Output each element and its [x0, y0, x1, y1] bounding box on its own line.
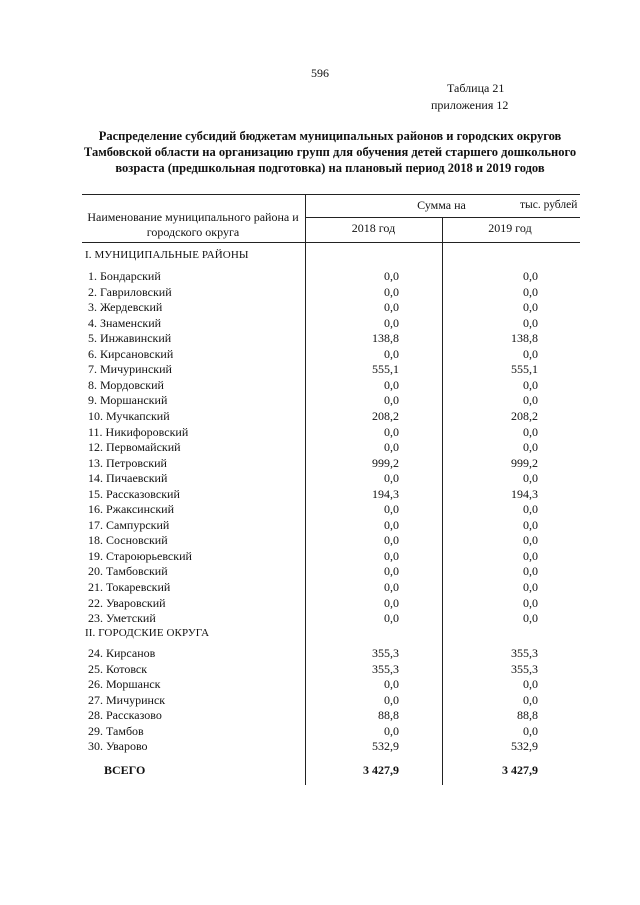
row-value-2019: 0,0 [523, 377, 538, 392]
page-number: 596 [311, 66, 329, 80]
row-name: 20. Тамбовский [88, 564, 168, 579]
row-name: 8. Мордовский [88, 377, 164, 392]
row-value-2019: 0,0 [523, 533, 538, 548]
table-row [0, 693, 640, 709]
row-value-2019: 0,0 [523, 269, 538, 283]
row-value-2019: 0,0 [523, 548, 538, 563]
row-value-2019: 138,8 [511, 331, 538, 346]
row-value-2018: 0,0 [384, 377, 399, 392]
total-value-2019: 3 427,9 [502, 763, 538, 777]
row-name: 28. Рассказово [88, 708, 162, 723]
table-row [0, 533, 640, 549]
row-value-2019: 0,0 [523, 517, 538, 532]
table-row [0, 564, 640, 580]
column-header-2019: 2019 год [488, 221, 532, 235]
row-value-2019: 555,1 [511, 362, 538, 377]
row-value-2018: 0,0 [384, 517, 399, 532]
row-name: 24. Кирсанов [88, 646, 156, 660]
row-name: 19. Староюрьевский [88, 548, 192, 563]
row-value-2019: 0,0 [523, 440, 538, 455]
row-value-2018: 0,0 [384, 284, 399, 299]
row-value-2018: 0,0 [384, 595, 399, 610]
table-row [0, 456, 640, 472]
row-value-2019: 0,0 [523, 346, 538, 361]
row-value-2019: 0,0 [523, 393, 538, 408]
row-value-2018: 0,0 [384, 269, 399, 283]
row-value-2019: 0,0 [523, 692, 538, 707]
table-row [0, 502, 640, 518]
row-value-2019: 0,0 [523, 677, 538, 692]
row-value-2019: 0,0 [523, 611, 538, 626]
row-value-2019: 0,0 [523, 315, 538, 330]
table-number: Таблица 21 [447, 81, 505, 95]
row-name: 12. Первомайский [88, 440, 181, 455]
row-value-2019: 0,0 [523, 723, 538, 738]
section-heading-districts: I. МУНИЦИПАЛЬНЫЕ РАЙОНЫ [85, 249, 249, 261]
row-value-2019: 0,0 [523, 580, 538, 594]
table-row [0, 393, 640, 409]
row-value-2018: 0,0 [384, 440, 399, 455]
row-value-2018: 555,1 [372, 362, 399, 377]
table-row [0, 611, 640, 627]
column-header-name: Наименование муниципального района и городского округа [87, 210, 299, 239]
title-line-3: возраста (предшкольная подготовка) на плановый период 2018 и 2019 годов [115, 161, 545, 175]
row-value-2018: 0,0 [384, 677, 399, 692]
row-value-2018: 0,0 [384, 424, 399, 439]
row-name: 14. Пичаевский [88, 471, 168, 486]
row-name: 27. Мичуринск [88, 692, 166, 707]
row-name: 5. Инжавинский [88, 331, 172, 346]
row-name: 9. Моршанский [88, 393, 168, 408]
row-value-2019: 194,3 [511, 486, 538, 501]
row-value-2018: 0,0 [384, 580, 399, 594]
row-name: 26. Моршанск [88, 677, 161, 692]
row-value-2018: 999,2 [372, 455, 399, 470]
row-value-2018: 0,0 [384, 393, 399, 408]
row-value-2019: 88,8 [517, 708, 538, 723]
row-value-2018: 532,9 [372, 739, 399, 754]
table-row [0, 708, 640, 724]
row-value-2018: 0,0 [384, 564, 399, 579]
table-row [0, 285, 640, 301]
row-value-2019: 0,0 [523, 424, 538, 439]
row-name: 4. Знаменский [88, 315, 162, 330]
row-value-2018: 138,8 [372, 331, 399, 346]
title-line-2: Тамбовской области на организацию групп для обучения детей старшего дошкольного [83, 145, 577, 159]
table-row [0, 518, 640, 534]
row-name: 3. Жердевский [88, 300, 163, 315]
table-row [0, 549, 640, 565]
row-name: 30. Уварово [88, 739, 148, 754]
row-value-2018: 0,0 [384, 471, 399, 486]
row-value-2019: 0,0 [523, 502, 538, 517]
units-label: тыс. рублей [520, 199, 578, 211]
section-heading-cities: II. ГОРОДСКИЕ ОКРУГА [85, 627, 210, 639]
table-row [0, 316, 640, 332]
table-row [0, 347, 640, 363]
column-header-2018: 2018 год [351, 221, 396, 235]
table-row [0, 362, 640, 378]
table-row [0, 269, 640, 285]
row-name: 16. Ржаксинский [88, 502, 174, 517]
row-name: 17. Сампурский [88, 517, 170, 532]
column-header-sum: Сумма на [417, 198, 466, 212]
row-value-2018: 355,3 [372, 661, 399, 676]
row-name: 21. Токаревский [88, 580, 171, 594]
title-line-1: Распределение субсидий бюджетам муниципальных районов и городских округов [98, 129, 562, 143]
row-value-2018: 355,3 [372, 646, 399, 660]
row-value-2019: 999,2 [511, 455, 538, 470]
row-name: 10. Мучкапский [88, 408, 170, 423]
row-value-2018: 0,0 [384, 502, 399, 517]
table-row [0, 409, 640, 425]
table-row [0, 662, 640, 678]
row-name: 15. Рассказовский [88, 486, 180, 501]
total-label: ВСЕГО [104, 763, 146, 777]
row-name: 25. Котовск [88, 661, 148, 676]
table-row [0, 677, 640, 693]
row-value-2018: 88,8 [378, 708, 399, 723]
total-value-2018: 3 427,9 [363, 763, 399, 777]
row-name: 7. Мичуринский [88, 362, 172, 377]
row-name: 11. Никифоровский [88, 424, 189, 439]
table-row [0, 596, 640, 612]
row-value-2018: 208,2 [372, 408, 399, 423]
row-name: 6. Кирсановский [88, 346, 174, 361]
table-row [0, 300, 640, 316]
row-name: 2. Гавриловский [88, 284, 172, 299]
row-name: 1. Бондарский [88, 269, 161, 283]
table-row [0, 646, 640, 662]
row-value-2018: 194,3 [372, 486, 399, 501]
row-value-2019: 0,0 [523, 300, 538, 315]
table-row [0, 471, 640, 487]
row-value-2018: 0,0 [384, 315, 399, 330]
row-value-2018: 0,0 [384, 300, 399, 315]
table-row [0, 580, 640, 596]
row-value-2019: 532,9 [511, 739, 538, 754]
appendix-reference: приложения 12 [431, 98, 509, 112]
row-value-2019: 0,0 [523, 471, 538, 486]
table-row [0, 739, 640, 755]
row-name: 23. Уметский [88, 611, 156, 626]
row-name: 18. Сосновский [88, 533, 168, 548]
table-row [0, 724, 640, 740]
table-row [0, 331, 640, 347]
table-row [0, 378, 640, 394]
table-row [0, 425, 640, 441]
row-value-2018: 0,0 [384, 533, 399, 548]
row-value-2018: 0,0 [384, 723, 399, 738]
row-name: 22. Уваровский [88, 595, 166, 610]
row-value-2018: 0,0 [384, 611, 399, 626]
row-value-2018: 0,0 [384, 346, 399, 361]
row-value-2019: 355,3 [511, 661, 538, 676]
row-name: 13. Петровский [88, 455, 167, 470]
table-row [0, 487, 640, 503]
row-value-2019: 0,0 [523, 284, 538, 299]
table-row [0, 440, 640, 456]
row-value-2019: 208,2 [511, 408, 538, 423]
row-value-2018: 0,0 [384, 692, 399, 707]
row-value-2019: 0,0 [523, 564, 538, 579]
row-value-2019: 355,3 [511, 646, 538, 660]
row-value-2019: 0,0 [523, 595, 538, 610]
row-value-2018: 0,0 [384, 548, 399, 563]
row-name: 29. Тамбов [88, 723, 144, 738]
